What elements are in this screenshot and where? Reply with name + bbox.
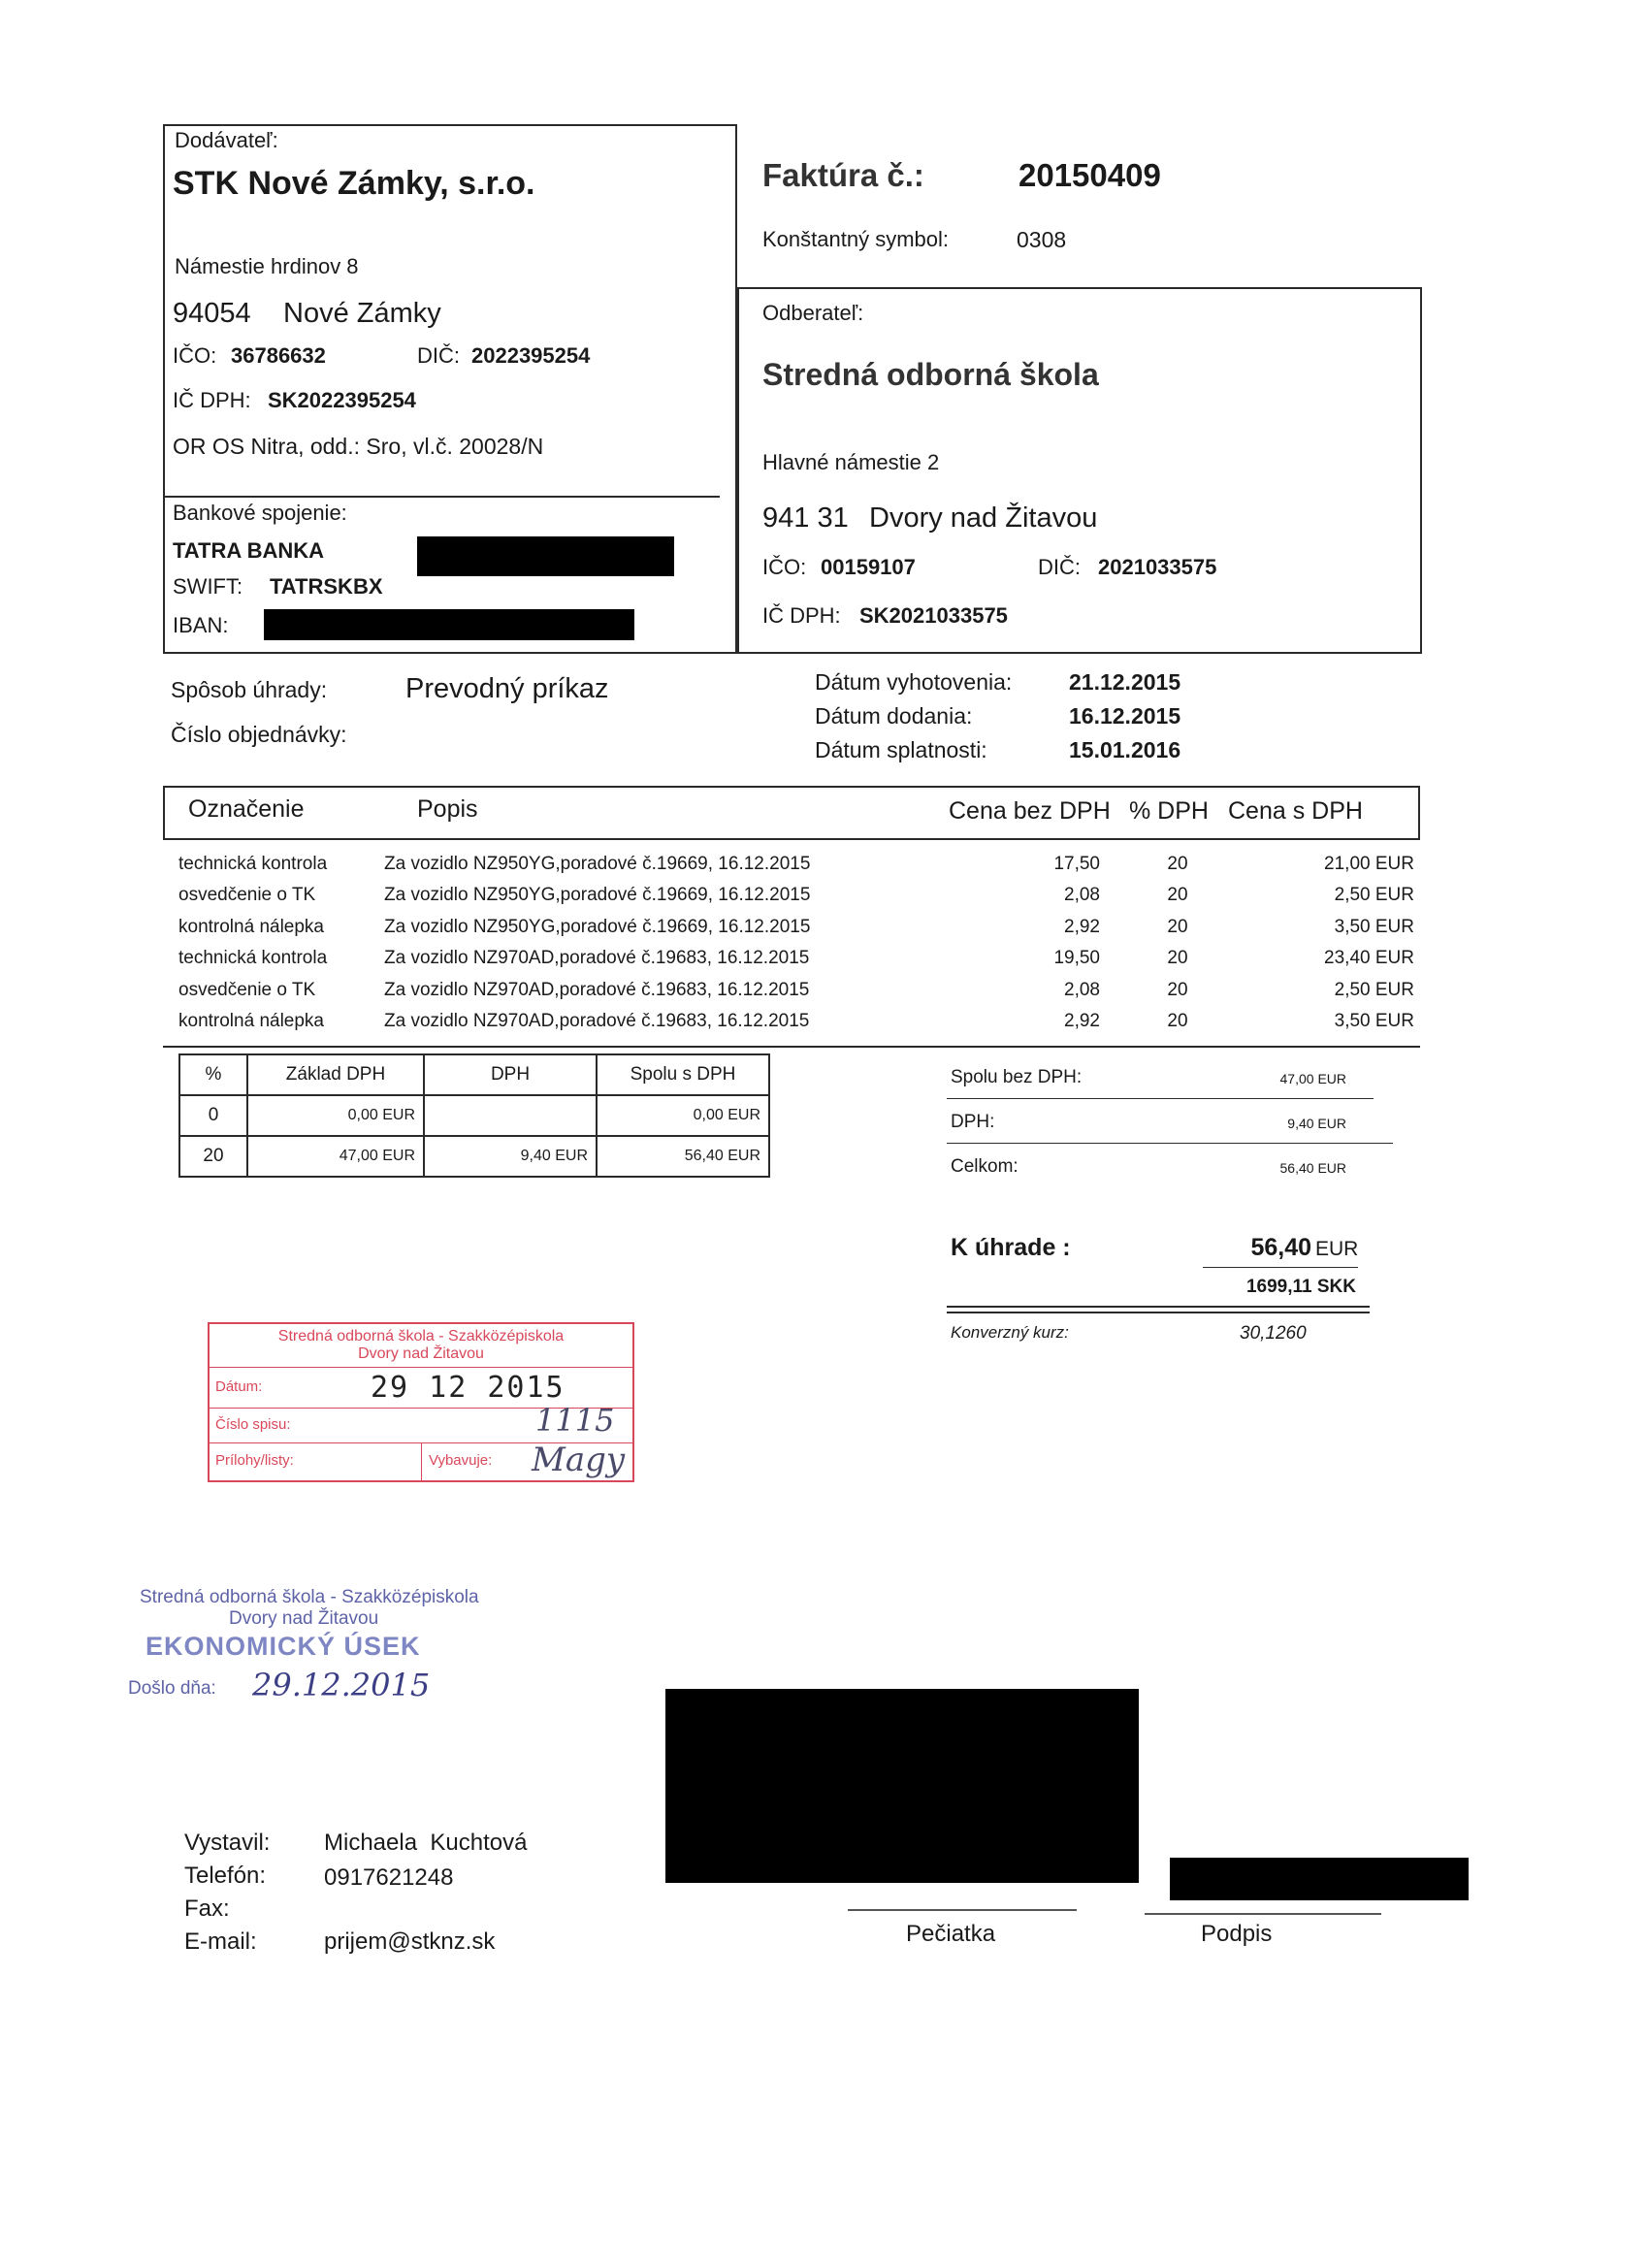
issue-date: 21.12.2015 (1069, 669, 1181, 695)
item-code: kontrolná nálepka (178, 917, 324, 937)
blue-stamp-town: Dvory nad Žitavou (229, 1608, 379, 1629)
stamp-caption: Pečiatka (906, 1921, 996, 1947)
redacted-iban (264, 609, 634, 640)
customer-dic-label: DIČ: (1038, 555, 1081, 579)
table-row (178, 948, 1414, 979)
item-code: osvedčenie o TK (178, 980, 316, 1000)
stamp-file-label: Číslo spisu: (215, 1416, 291, 1433)
due-rule (1203, 1267, 1358, 1268)
customer-city: Dvory nad Žitavou (869, 502, 1098, 534)
issued-by-label: Vystavil: (184, 1830, 271, 1856)
email: prijem@stknz.sk (324, 1928, 496, 1955)
item-desc: Za vozidlo NZ950YG,poradové č.19669, 16.12.2015 (384, 854, 811, 874)
vat-col-base: Základ DPH (247, 1054, 424, 1095)
supplier-register: OR OS Nitra, odd.: Sro, vl.č. 20028/N (173, 434, 544, 459)
issued-by: Michaela Kuchtová (324, 1830, 528, 1856)
grand-total: 56,40 EUR (1279, 1160, 1346, 1176)
customer-icdph-label: IČ DPH: (762, 603, 841, 628)
conversion-rate: 30,1260 (1240, 1323, 1307, 1344)
payment-method: Prevodný príkaz (405, 673, 609, 704)
item-vat: 20 (1167, 980, 1188, 1000)
supplier-city: Nové Zámky (283, 298, 441, 329)
payment-method-label: Spôsob úhrady: (171, 677, 328, 702)
item-desc: Za vozidlo NZ970AD,poradové č.19683, 16.12.2015 (384, 1011, 810, 1031)
supplier-label: Dodávateľ: (175, 128, 278, 152)
col-net: Cena bez DPH (949, 797, 1111, 825)
vat-total: 56,40 EUR (597, 1136, 769, 1177)
stamp-handler-label: Vybavuje: (429, 1452, 493, 1469)
due-double-rule (947, 1306, 1370, 1308)
amount-due-label: K úhrade : (951, 1234, 1071, 1261)
redacted-signature (1170, 1858, 1469, 1900)
vat-base: 0,00 EUR (247, 1095, 424, 1136)
vat-total: 9,40 EUR (1287, 1116, 1346, 1131)
table-row (178, 1011, 1414, 1042)
net-total-label: Spolu bez DPH: (951, 1067, 1083, 1087)
phone-label: Telefón: (184, 1863, 267, 1889)
amount-due: 56,40 (1250, 1234, 1311, 1261)
item-vat: 20 (1167, 948, 1188, 968)
item-gross: 3,50 EUR (1334, 917, 1414, 937)
vat-amount (424, 1095, 597, 1136)
customer-dic: 2021033575 (1098, 555, 1217, 579)
amount-due-currency: EUR (1315, 1238, 1359, 1260)
table-row (178, 917, 1414, 948)
item-code: osvedčenie o TK (178, 885, 316, 905)
item-code: technická kontrola (178, 948, 328, 968)
supplier-dic: 2022395254 (471, 343, 591, 368)
item-net: 2,92 (1064, 917, 1100, 937)
blue-stamp-dept: EKONOMICKÝ ÚSEK (146, 1632, 421, 1661)
item-gross: 2,50 EUR (1334, 885, 1414, 905)
vat-base: 47,00 EUR (247, 1136, 424, 1177)
conversion-rate-label: Konverzný kurz: (951, 1323, 1069, 1342)
item-net: 2,08 (1064, 885, 1100, 905)
blue-stamp-received-label: Došlo dňa: (128, 1678, 216, 1699)
supplier-ico: 36786632 (231, 343, 326, 368)
stamp-school-town: Dvory nad Žitavou (358, 1345, 484, 1362)
item-net: 2,08 (1064, 980, 1100, 1000)
vat-col-total: Spolu s DPH (597, 1054, 769, 1095)
receipt-stamp (128, 1581, 563, 1707)
swift-code: TATRSKBX (270, 574, 383, 599)
invoice-title: Faktúra č.: (762, 157, 924, 193)
item-gross: 2,50 EUR (1334, 980, 1414, 1000)
constant-symbol: 0308 (1017, 227, 1067, 252)
stamp-separator (421, 1442, 422, 1481)
table-row (178, 885, 1414, 916)
vat-rate: 0 (179, 1095, 247, 1136)
issue-date-label: Dátum vyhotovenia: (815, 669, 1013, 695)
invoice-number: 20150409 (1018, 157, 1161, 193)
stamp-date-label: Dátum: (215, 1378, 263, 1395)
phone: 0917621248 (324, 1864, 454, 1891)
item-vat: 20 (1167, 885, 1188, 905)
stamp-attach-label: Prílohy/listy: (215, 1452, 294, 1469)
stamp-handler-value: Magy (532, 1441, 626, 1479)
redacted-stamp (665, 1689, 1139, 1883)
customer-label: Odberateľ: (762, 301, 864, 325)
item-code: technická kontrola (178, 854, 328, 874)
delivery-date: 16.12.2015 (1069, 703, 1181, 729)
item-code: kontrolná nálepka (178, 1011, 324, 1031)
item-desc: Za vozidlo NZ970AD,poradové č.19683, 16.12.2015 (384, 948, 810, 968)
supplier-dic-label: DIČ: (417, 343, 460, 368)
item-vat: 20 (1167, 854, 1188, 874)
item-vat: 20 (1167, 917, 1188, 937)
supplier-ico-label: IČO: (173, 343, 217, 368)
item-net: 2,92 (1064, 1011, 1100, 1031)
order-number-label: Číslo objednávky: (171, 722, 347, 747)
customer-ico-label: IČO: (762, 555, 807, 579)
table-row (179, 1136, 769, 1177)
net-total: 47,00 EUR (1279, 1071, 1346, 1086)
item-gross: 21,00 EUR (1324, 854, 1414, 874)
due-date: 15.01.2016 (1069, 737, 1181, 762)
totals-rule (947, 1143, 1393, 1144)
item-gross: 3,50 EUR (1334, 1011, 1414, 1031)
swift-label: SWIFT: (173, 574, 243, 599)
item-net: 19,50 (1053, 948, 1100, 968)
customer-street: Hlavné námestie 2 (762, 450, 940, 474)
customer-zip: 941 31 (762, 502, 849, 534)
stamp-line (848, 1909, 1077, 1911)
supplier-divider (163, 496, 720, 498)
bank-name: TATRA BANKA (173, 538, 325, 563)
grand-total-label: Celkom: (951, 1156, 1018, 1177)
item-gross: 23,40 EUR (1324, 948, 1414, 968)
supplier-icdph-label: IČ DPH: (173, 388, 251, 412)
table-row (179, 1095, 769, 1136)
totals-rule (947, 1098, 1374, 1099)
vat-amount: 9,40 EUR (424, 1136, 597, 1177)
customer-name: Stredná odborná škola (762, 357, 1099, 392)
stamp-school-name: Stredná odborná škola - Szakközépiskola (277, 1328, 565, 1345)
col-gross: Cena s DPH (1228, 797, 1363, 825)
table-row (178, 854, 1414, 885)
signature-line (1145, 1913, 1381, 1915)
col-code: Označenie (188, 795, 305, 823)
vat-summary-table (178, 1053, 770, 1178)
constant-symbol-label: Konštantný symbol: (762, 227, 949, 251)
email-label: E-mail: (184, 1928, 257, 1955)
registry-stamp (208, 1322, 634, 1482)
item-desc: Za vozidlo NZ950YG,poradové č.19669, 16.12.2015 (384, 885, 811, 905)
iban-label: IBAN: (173, 613, 229, 637)
vat-header-row (179, 1054, 769, 1095)
blue-stamp-school: Stredná odborná škola - Szakközépiskola (140, 1587, 479, 1607)
bank-label: Bankové spojenie: (173, 501, 347, 525)
customer-ico: 00159107 (821, 555, 916, 579)
supplier-icdph: SK2022395254 (268, 388, 416, 412)
stamp-file-value: 1115 (535, 1402, 615, 1439)
item-vat: 20 (1167, 1011, 1188, 1031)
items-bottom-rule (163, 1046, 1420, 1048)
col-vat: % DPH (1129, 797, 1209, 825)
table-row (178, 980, 1414, 1011)
fax-label: Fax: (184, 1895, 230, 1922)
supplier-name: STK Nové Zámky, s.r.o. (173, 165, 535, 202)
supplier-zip: 94054 (173, 298, 251, 329)
customer-icdph: SK2021033575 (859, 603, 1008, 628)
vat-total: 0,00 EUR (597, 1095, 769, 1136)
col-desc: Popis (417, 795, 478, 823)
stamp-rule (210, 1367, 632, 1368)
item-desc: Za vozidlo NZ950YG,poradové č.19669, 16.12.2015 (384, 917, 811, 937)
amount-due-skk: 1699,11 SKK (1245, 1277, 1356, 1297)
vat-total-label: DPH: (951, 1112, 995, 1132)
signature-caption: Podpis (1201, 1921, 1273, 1947)
item-net: 17,50 (1053, 854, 1100, 874)
vat-rate: 20 (179, 1136, 247, 1177)
due-date-label: Dátum splatnosti: (815, 737, 987, 762)
vat-col-vat: DPH (424, 1054, 597, 1095)
due-double-rule (947, 1312, 1370, 1313)
supplier-street: Námestie hrdinov 8 (175, 254, 359, 278)
vat-col-rate: % (179, 1054, 247, 1095)
blue-stamp-received-value: 29.12.2015 (252, 1667, 431, 1703)
stamp-date-value: 29 12 2015 (371, 1371, 566, 1405)
item-desc: Za vozidlo NZ970AD,poradové č.19683, 16.12.2015 (384, 980, 810, 1000)
delivery-date-label: Dátum dodania: (815, 703, 973, 729)
redacted-account (417, 536, 674, 576)
